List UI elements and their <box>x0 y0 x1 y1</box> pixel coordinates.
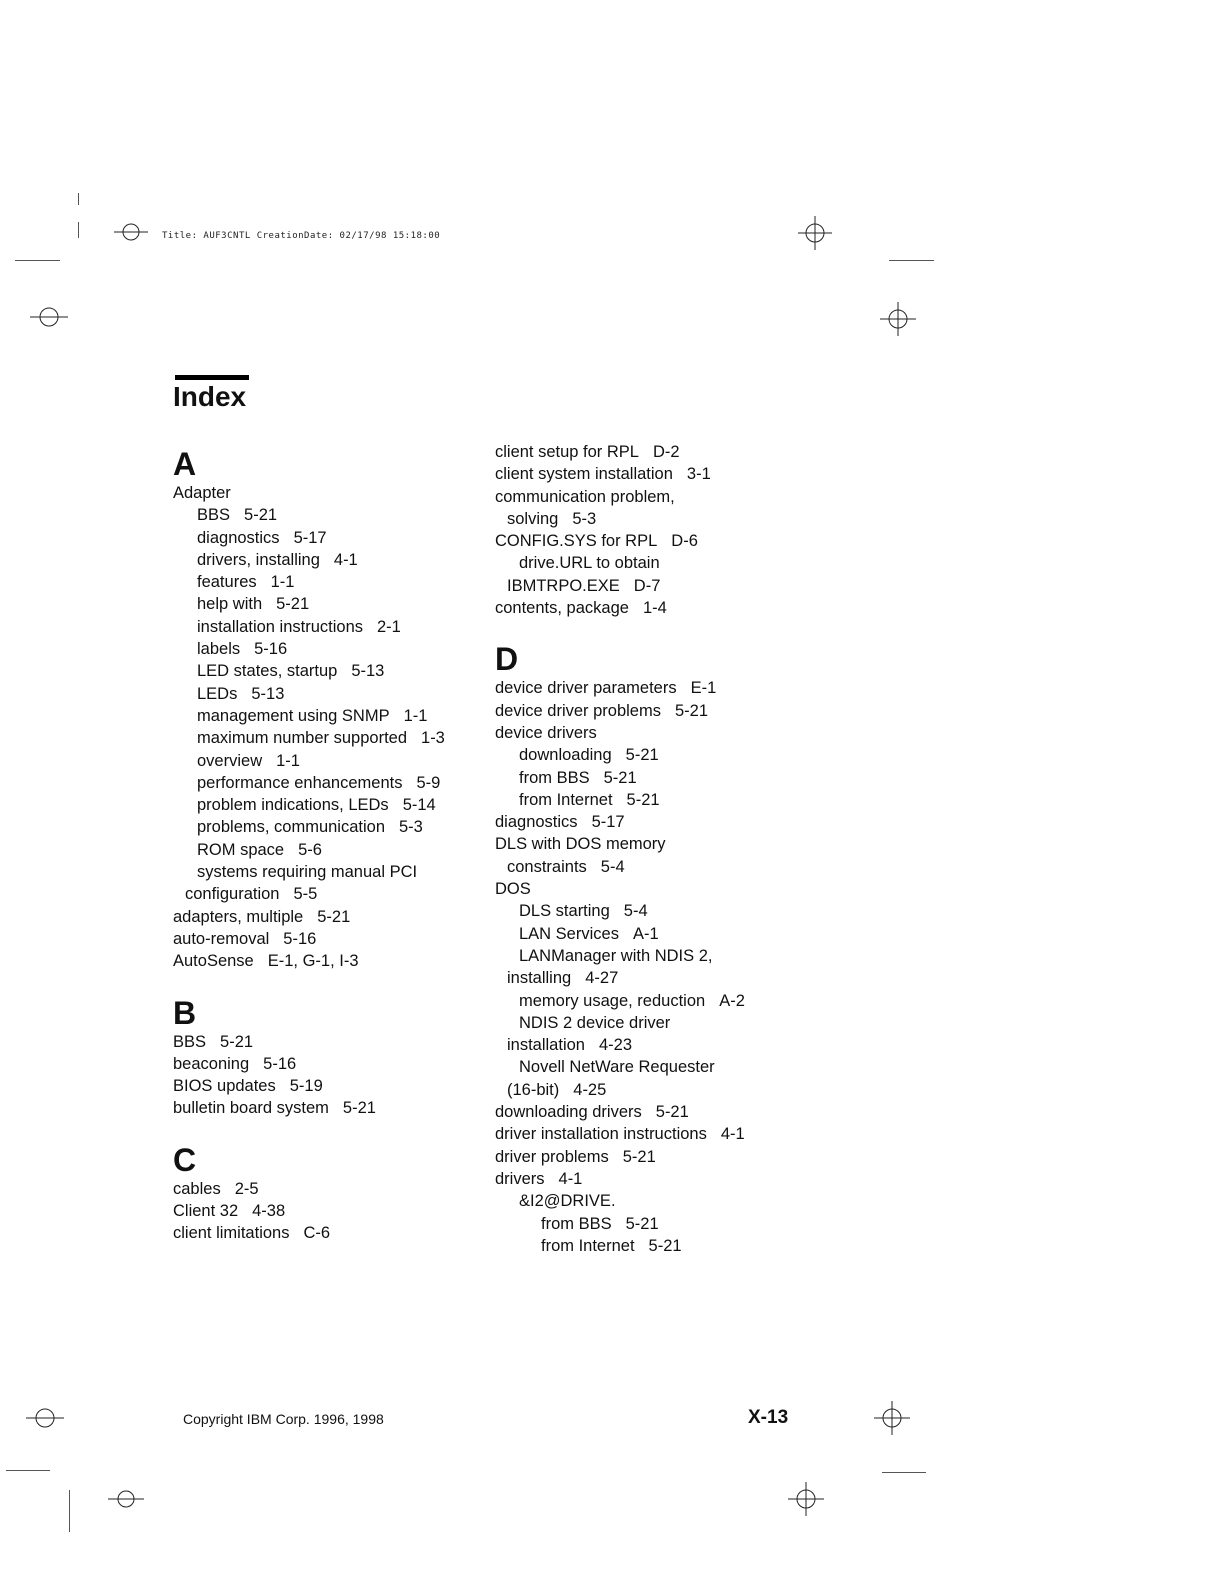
index-entry <box>173 1097 493 1119</box>
index-entry <box>173 549 493 571</box>
index-term: management using SNMP <box>197 706 390 725</box>
index-page-ref: 5-16 <box>283 929 317 948</box>
index-entry <box>173 1178 493 1200</box>
index-term: from BBS <box>541 1214 612 1233</box>
index-page-ref: E-1 <box>690 679 717 698</box>
index-entry <box>173 1031 493 1053</box>
index-entry <box>495 1190 825 1212</box>
index-term: constraints <box>507 857 587 876</box>
header-title-line: Title: AUF3CNTL CreationDate: 02/17/98 15:18:00 <box>162 231 441 241</box>
index-entry <box>495 1034 825 1056</box>
index-term: memory usage, reduction <box>519 991 706 1010</box>
index-entry <box>495 1079 825 1101</box>
index-entry <box>173 638 493 660</box>
index-page-ref: 2-1 <box>377 617 401 636</box>
index-page-ref: 5-4 <box>600 857 625 876</box>
index-entry <box>495 967 825 989</box>
footer-copyright: Copyright IBM Corp. 1996, 1998 <box>183 1411 384 1427</box>
index-term: LAN Services <box>519 924 619 943</box>
index-page-ref: 2-5 <box>234 1179 259 1198</box>
index-page-ref: 1-1 <box>270 573 295 592</box>
index-page-ref: 1-1 <box>276 751 300 770</box>
index-term: LED states, startup <box>197 662 338 681</box>
index-page-ref: D-2 <box>653 443 680 461</box>
index-page-ref: 4-38 <box>252 1202 286 1221</box>
index-term: help with <box>197 595 263 614</box>
index-entry <box>495 441 825 463</box>
index-page-ref: D-6 <box>671 532 698 551</box>
index-term: DLS with DOS memory <box>495 835 666 854</box>
crop-mark-line <box>69 1490 70 1532</box>
index-entry <box>173 660 493 682</box>
crop-mark-line <box>889 260 934 261</box>
index-entry <box>495 463 825 485</box>
index-page-ref: 5-21 <box>674 701 709 720</box>
crop-mark-line <box>78 193 79 205</box>
index-term: device drivers <box>495 723 597 742</box>
index-page-ref: 5-21 <box>220 1032 254 1051</box>
index-page-ref: 4-27 <box>585 969 619 988</box>
index-entry <box>495 1056 825 1078</box>
index-entry <box>495 486 825 508</box>
index-page-ref: 4-1 <box>333 550 358 569</box>
index-entry <box>495 700 825 722</box>
index-term: driver installation instructions <box>495 1125 707 1144</box>
index-term: BIOS updates <box>173 1077 276 1096</box>
index-term: maximum number supported <box>197 729 408 748</box>
index-page-ref: 5-19 <box>289 1077 323 1096</box>
index-entry <box>495 575 825 597</box>
index-term: installation <box>507 1036 585 1055</box>
registration-mark-icon <box>788 1482 824 1516</box>
index-entry <box>495 744 825 766</box>
index-term: configuration <box>185 885 280 904</box>
index-term: auto-removal <box>173 929 270 948</box>
index-term: BBS <box>197 506 231 525</box>
index-term: Adapter <box>173 484 231 502</box>
index-term: problem indications, LEDs <box>197 796 389 815</box>
index-term: diagnostics <box>197 528 280 547</box>
index-term: drivers, installing <box>197 550 320 569</box>
index-term: client limitations <box>173 1224 290 1243</box>
index-term: cables <box>173 1179 221 1198</box>
index-entry <box>495 878 825 900</box>
registration-mark-icon <box>114 222 148 242</box>
index-term: diagnostics <box>495 813 578 832</box>
index-page-ref: A-1 <box>632 924 659 943</box>
index-entry <box>495 677 825 699</box>
index-term: systems requiring manual PCI <box>197 863 418 882</box>
index-term: ROM space <box>197 840 285 859</box>
index-term: BBS <box>173 1032 207 1051</box>
index-term: labels <box>197 640 241 659</box>
page-title: Index <box>173 381 247 412</box>
index-entry <box>173 750 493 772</box>
index-page-ref: 5-4 <box>623 902 648 921</box>
index-term: bulletin board system <box>173 1099 329 1118</box>
crop-mark-line <box>6 1470 50 1471</box>
index-entry <box>173 504 493 526</box>
index-term: (16-bit) <box>507 1080 560 1099</box>
registration-mark-icon <box>874 1401 910 1435</box>
index-page-ref: 5-21 <box>626 790 660 809</box>
index-entry <box>495 597 825 619</box>
index-term: communication problem, <box>495 487 675 506</box>
index-page-ref: 5-21 <box>625 1214 659 1233</box>
index-entry <box>495 530 825 552</box>
index-term: problems, communication <box>197 818 385 837</box>
crop-mark-line <box>882 1472 926 1473</box>
index-entry <box>173 705 493 727</box>
index-entry <box>495 1213 825 1235</box>
index-page-ref: 5-17 <box>591 813 625 832</box>
index-term: overview <box>197 751 263 770</box>
registration-mark-icon <box>26 1406 64 1430</box>
index-entry <box>173 839 493 861</box>
index-entry <box>173 727 493 749</box>
index-term: device driver parameters <box>495 679 677 698</box>
index-term: adapters, multiple <box>173 907 304 926</box>
index-page-ref: 5-21 <box>648 1236 682 1255</box>
index-page-ref: 5-21 <box>342 1099 376 1118</box>
index-page-ref: A-2 <box>719 991 745 1010</box>
registration-mark-icon <box>880 302 916 336</box>
index-term: beaconing <box>173 1054 250 1073</box>
index-page-ref: 4-1 <box>558 1169 583 1188</box>
index-term: client system installation <box>495 465 673 484</box>
index-entry <box>495 990 825 1012</box>
registration-mark-icon <box>798 216 832 250</box>
index-page-ref: 5-17 <box>293 528 327 547</box>
index-page-ref: 5-21 <box>625 746 659 765</box>
index-entry <box>495 508 825 530</box>
index-term: from Internet <box>541 1236 635 1255</box>
index-entry <box>495 1101 825 1123</box>
index-term: client setup for RPL <box>495 443 639 461</box>
index-page-ref: 5-13 <box>251 684 285 703</box>
index-term: DOS <box>495 880 531 899</box>
index-entry <box>495 1168 825 1190</box>
index-entry <box>495 1123 825 1145</box>
index-entry <box>173 616 493 638</box>
index-page-ref: 5-3 <box>572 509 597 528</box>
index-entry <box>495 1235 825 1257</box>
index-entry <box>495 1012 825 1034</box>
index-term: downloading drivers <box>495 1103 642 1122</box>
index-letter-heading: C <box>173 1141 197 1178</box>
letter-gap <box>495 619 825 641</box>
index-entry <box>495 923 825 945</box>
index-term: device driver problems <box>495 701 661 720</box>
footer-page-number: X-13 <box>748 1407 789 1428</box>
index-page-ref: 5-21 <box>622 1147 656 1166</box>
index-letter-heading: B <box>173 994 197 1031</box>
index-entry <box>173 772 493 794</box>
index-term: DLS starting <box>519 902 610 921</box>
index-entry <box>173 482 493 504</box>
crop-mark-line <box>15 260 60 261</box>
index-page-ref: 5-9 <box>416 773 441 792</box>
index-page-ref: 5-3 <box>399 818 423 837</box>
index-entry <box>173 593 493 615</box>
registration-mark-icon <box>108 1487 144 1511</box>
index-entry <box>173 571 493 593</box>
index-page-ref: 4-25 <box>573 1080 607 1099</box>
index-entry <box>495 856 825 878</box>
index-letter-heading: A <box>173 446 197 482</box>
index-page-ref: 5-16 <box>254 640 288 659</box>
index-page-ref: 5-21 <box>244 506 278 525</box>
index-term: contents, package <box>495 599 629 618</box>
index-entry <box>173 527 493 549</box>
index-page-ref: 5-13 <box>351 662 385 681</box>
index-entry <box>495 552 825 574</box>
index-term: LEDs <box>197 684 238 703</box>
index-term: from BBS <box>519 768 590 787</box>
index-entry <box>495 900 825 922</box>
index-term: solving <box>507 509 559 528</box>
letter-gap <box>173 973 493 995</box>
index-entry <box>173 883 493 905</box>
index-page-ref: 5-5 <box>293 885 318 904</box>
index-term: downloading <box>519 746 612 765</box>
index-page-ref: 1-1 <box>403 706 428 725</box>
index-page-ref: E-1, G-1, I-3 <box>267 952 359 971</box>
index-term: NDIS 2 device driver <box>519 1013 671 1032</box>
index-entry <box>495 789 825 811</box>
index-term: drive.URL to obtain <box>519 554 660 573</box>
index-term: installing <box>507 969 572 988</box>
index-page-ref: 5-21 <box>276 595 310 614</box>
index-page-ref: D-7 <box>633 576 661 595</box>
index-term: driver problems <box>495 1147 609 1166</box>
index-term: Novell NetWare Requester <box>519 1058 715 1077</box>
index-entry <box>495 767 825 789</box>
index-entry <box>495 811 825 833</box>
index-page-ref: 1-3 <box>421 729 445 748</box>
index-entry <box>173 928 493 950</box>
index-term: &I2@DRIVE. <box>519 1192 616 1211</box>
index-entry <box>173 683 493 705</box>
index-page-ref: 5-14 <box>402 796 436 815</box>
index-page-ref: 4-23 <box>598 1036 632 1055</box>
index-page-ref: 5-21 <box>603 768 637 787</box>
index-entry <box>173 1200 493 1222</box>
index-entry <box>173 1075 493 1097</box>
index-entry <box>173 950 493 972</box>
index-title-bar <box>175 375 249 380</box>
index-term: from Internet <box>519 790 613 809</box>
index-entry <box>495 945 825 967</box>
index-entry <box>173 816 493 838</box>
registration-mark-icon <box>30 305 68 329</box>
index-term: Client 32 <box>173 1202 239 1221</box>
index-right-column <box>495 441 825 1257</box>
index-left-column <box>173 446 493 1245</box>
index-entry <box>495 1146 825 1168</box>
index-page-ref: 5-6 <box>298 840 322 859</box>
index-entry <box>173 1222 493 1244</box>
crop-mark-line <box>78 222 79 238</box>
index-page-ref: C-6 <box>303 1224 331 1243</box>
index-term: AutoSense <box>173 952 254 971</box>
index-page-ref: 4-1 <box>720 1125 745 1144</box>
index-entry <box>495 833 825 855</box>
index-entry <box>173 1053 493 1075</box>
index-entry <box>173 794 493 816</box>
index-term: CONFIG.SYS for RPL <box>495 532 658 551</box>
index-page-ref: 5-16 <box>263 1054 297 1073</box>
index-page-ref: 5-21 <box>317 907 351 926</box>
index-entry <box>173 861 493 883</box>
index-term: performance enhancements <box>197 773 403 792</box>
index-term: features <box>197 573 257 592</box>
letter-gap <box>173 1120 493 1142</box>
index-letter-heading: D <box>495 641 519 678</box>
index-term: installation instructions <box>197 617 363 636</box>
index-term: LANManager with NDIS 2, <box>519 946 713 965</box>
index-entry <box>173 906 493 928</box>
index-page-ref: 5-21 <box>655 1103 689 1122</box>
index-entry <box>495 722 825 744</box>
index-page-ref: 3-1 <box>686 465 711 484</box>
index-term: IBMTRPO.EXE <box>507 576 620 595</box>
index-term: drivers <box>495 1169 545 1188</box>
index-page-ref: 1-4 <box>642 599 667 618</box>
